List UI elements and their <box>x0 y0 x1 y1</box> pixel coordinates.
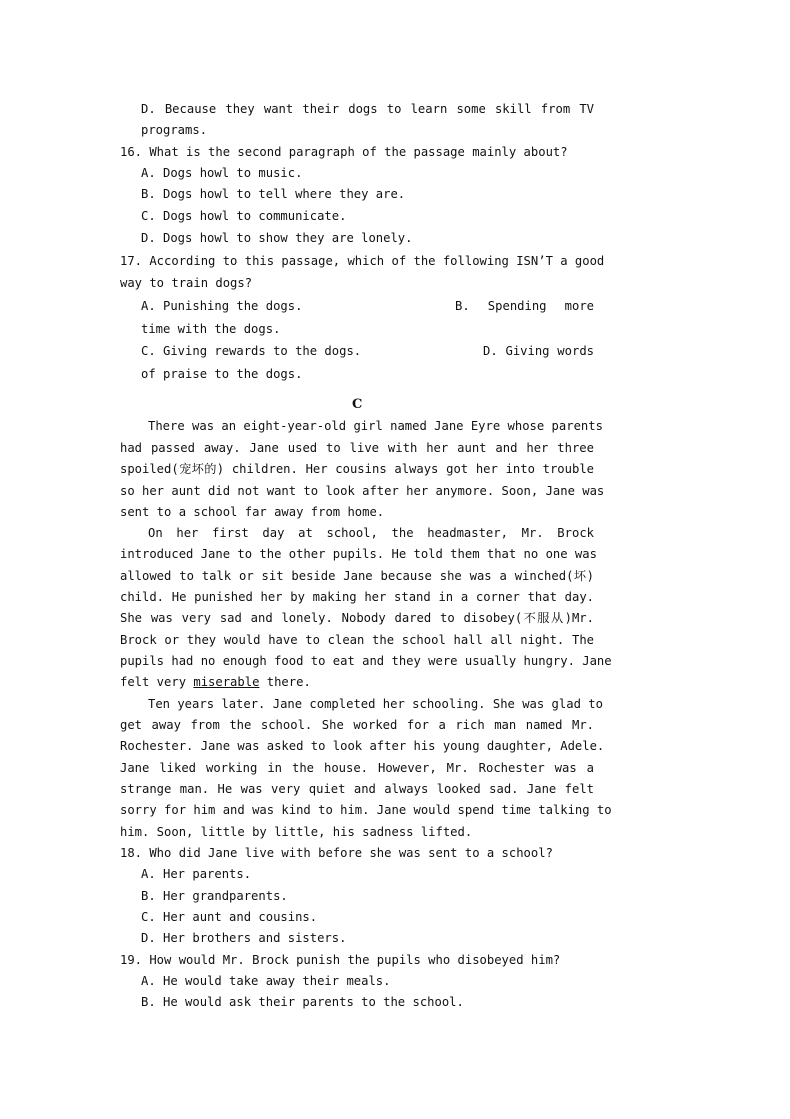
q17-option-c: C. Giving rewards to the dogs. <box>141 344 362 358</box>
passage-c-p3-line: Ten years later. Jane completed her schooling. She was glad to <box>148 697 603 711</box>
p2-last-after: there. <box>259 675 311 689</box>
q16-option-b: B. Dogs howl to tell where they are. <box>141 187 406 201</box>
passage-c-p2-line: allowed to talk or sit beside Jane because she was a winched(坏) <box>120 569 594 583</box>
q17-option-b-cont: time with the dogs. <box>141 322 281 336</box>
p2-last-before: felt very <box>120 675 194 689</box>
q17-option-d-cont: of praise to the dogs. <box>141 367 303 381</box>
passage-c-p1-line: spoiled(宠坏的) children. Her cousins always got her into trouble <box>120 462 594 476</box>
section-c-title: C <box>352 397 363 412</box>
q17-option-a: A. Punishing the dogs. <box>141 299 303 313</box>
q17-stem: 17. According to this passage, which of the following ISN’T a good <box>120 254 605 268</box>
q16-stem: 16. What is the second paragraph of the passage mainly about? <box>120 145 568 159</box>
q18-option-b: B. Her grandparents. <box>141 889 288 903</box>
q18-stem: 18. Who did Jane live with before she was sent to a school? <box>120 846 553 860</box>
q17-option-d: D. Giving words <box>483 344 594 358</box>
passage-c-p2-last-line <box>120 674 594 690</box>
q16-option-a: A. Dogs howl to music. <box>141 166 303 180</box>
passage-c-p2-line: introduced Jane to the other pupils. He told them that no one was <box>120 547 597 561</box>
passage-c-p3-line: strange man. He was very quiet and always looked sad. Jane felt <box>120 782 594 796</box>
q16-option-c: C. Dogs howl to communicate. <box>141 209 347 223</box>
q18-option-c: C. Her aunt and cousins. <box>141 910 318 924</box>
passage-c-p1-line: sent to a school far away from home. <box>120 505 385 519</box>
passage-c-p1-line: so her aunt did not want to look after her anymore. Soon, Jane was <box>120 484 605 498</box>
passage-c-p2-line: Brock or they would have to clean the school hall all night. The <box>120 633 594 647</box>
q15-option-d: D. Because they want their dogs to learn some skill from TV <box>141 102 594 116</box>
passage-c-p1-line: There was an eight-year-old girl named Jane Eyre whose parents <box>148 419 603 433</box>
passage-c-p3-line: Jane liked working in the house. However, Mr. Rochester was a <box>120 761 594 775</box>
q19-option-b: B. He would ask their parents to the school. <box>141 995 464 1009</box>
passage-c-p2-line: She was very sad and lonely. Nobody dared to disobey(不服从)Mr. <box>120 611 594 625</box>
underlined-word-miserable: miserable <box>193 675 260 689</box>
passage-c-p3-line: Rochester. Jane was asked to look after his young daughter, Adele. <box>120 739 605 753</box>
passage-c-p1-line: had passed away. Jane used to live with her aunt and her three <box>120 441 594 455</box>
q16-option-d: D. Dogs howl to show they are lonely. <box>141 231 413 245</box>
q17-option-b: B. Spending more <box>455 299 594 313</box>
passage-c-p3-line: him. Soon, little by little, his sadness lifted. <box>120 825 473 839</box>
passage-c-p3-line: get away from the school. She worked for a rich man named Mr. <box>120 718 594 732</box>
q19-stem: 19. How would Mr. Brock punish the pupils who disobeyed him? <box>120 953 561 967</box>
q17-options-ab <box>141 298 594 314</box>
q17-options-cd <box>141 343 594 359</box>
q18-option-d: D. Her brothers and sisters. <box>141 931 347 945</box>
q18-option-a: A. Her parents. <box>141 867 252 881</box>
passage-c-p2-line: pupils had no enough food to eat and they were usually hungry. Jane <box>120 654 612 668</box>
q17-stem-cont: way to train dogs? <box>120 276 253 290</box>
passage-c-p2-line: child. He punished her by making her stand in a corner that day. <box>120 590 594 604</box>
passage-c-p3-line: sorry for him and was kind to him. Jane would spend time talking to <box>120 803 612 817</box>
q19-option-a: A. He would take away their meals. <box>141 974 391 988</box>
passage-c-p2-line: On her first day at school, the headmaster, Mr. Brock <box>148 526 594 540</box>
q15-option-d-cont: programs. <box>141 123 208 137</box>
